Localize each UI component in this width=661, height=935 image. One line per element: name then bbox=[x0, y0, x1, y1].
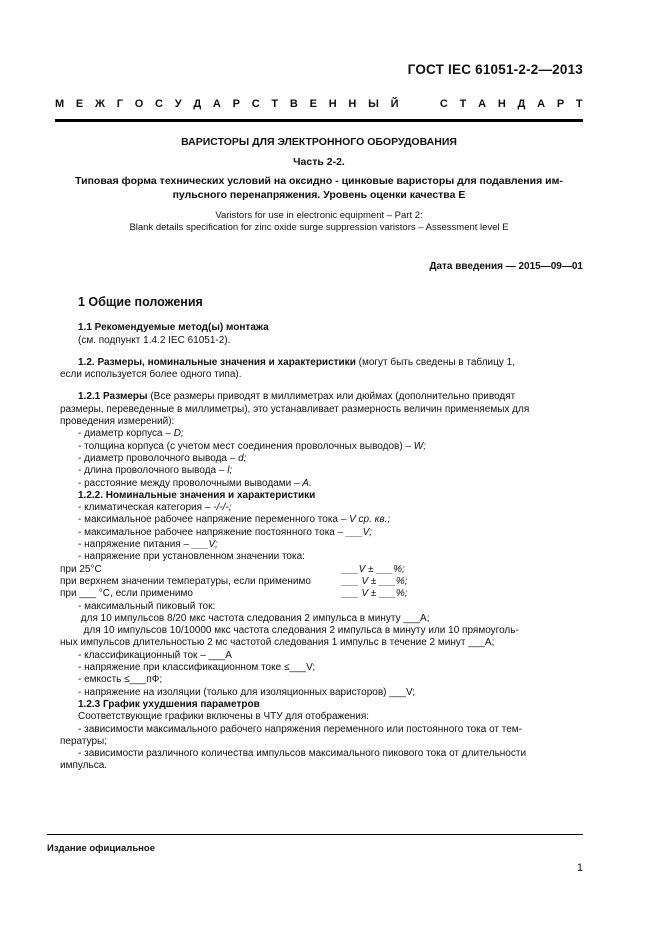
dimension-item-text: - длина проволочного вывода bbox=[78, 465, 219, 477]
standard-banner-letter: В bbox=[289, 98, 298, 110]
clause-1-2-1-heading: 1.2.1 Размеры bbox=[78, 391, 148, 403]
graph-item2b: импульса. bbox=[60, 760, 108, 772]
rating-item-text: - максимальное рабочее напряжение постоянного тока bbox=[78, 526, 338, 538]
title-english-line2: Blank details specification for zinc oxide surge suppression varistors – Assessment level E bbox=[129, 222, 509, 233]
title-sub-line2: пульсного перенапряжения. Уровень оценки качества Е bbox=[172, 189, 466, 201]
gost-code: ГОСТ IEC 61051-2-2—2013 bbox=[407, 62, 583, 77]
rating-item-symbol: – -/-/-; bbox=[204, 502, 232, 514]
clause-1-1-heading: 1.1 Рекомендуемые метод(ы) монтажа bbox=[78, 322, 269, 334]
peak-current-item1: для 10 импульсов 8/20 мкс частота следования 2 импульса в минуту ___А; bbox=[78, 612, 430, 624]
rating-item-symbol: – V ср. кв.; bbox=[340, 514, 391, 526]
footer-rule bbox=[47, 834, 583, 835]
standard-banner-letter: С bbox=[439, 98, 448, 110]
peak-current-heading: - максимальный пиковый ток: bbox=[78, 600, 216, 612]
standard-banner-letter: Д bbox=[193, 98, 202, 110]
rating-item: - классификационный ток – ___А bbox=[78, 649, 232, 661]
dimension-item-text: - толщина корпуса (с учетом мест соединения проволочных выводов) bbox=[78, 440, 406, 452]
clause-1-2-1-text1: (Все размеры приводят в миллиметрах или дюймах (дополнительно приводят bbox=[147, 391, 516, 403]
graph-item2a: - зависимости различного количества импульсов максимального пикового тока от длительности bbox=[78, 748, 527, 760]
standard-banner-letter: Е bbox=[75, 98, 84, 110]
standard-banner-letter: У bbox=[174, 98, 182, 110]
standard-banner-letter: Й bbox=[390, 98, 399, 110]
document-body bbox=[60, 295, 583, 773]
introduction-date bbox=[429, 261, 583, 272]
temperature-row bbox=[60, 588, 583, 600]
clause-1-2-1-text3: проведения измерений): bbox=[60, 416, 175, 428]
rating-item bbox=[78, 514, 583, 526]
standard-banner-letter: А bbox=[478, 98, 487, 110]
rating-item bbox=[78, 527, 583, 539]
dimension-item bbox=[78, 428, 583, 440]
clause-1-2-text1: (могут быть сведены в таблицу 1, bbox=[355, 356, 515, 368]
standard-banner-letters bbox=[55, 98, 583, 110]
page-number: 1 bbox=[576, 862, 583, 874]
standard-banner-letter: Р bbox=[232, 98, 240, 110]
standard-banner-letter: Ж bbox=[95, 98, 105, 110]
standard-banner-letter: Т bbox=[459, 98, 467, 110]
peak-current-item2a: для 10 импульсов 10/10000 мкс частота следования 2 импульса в минуту или 10 прямоуголь- bbox=[78, 625, 519, 637]
rating-item bbox=[78, 539, 583, 551]
dimension-item bbox=[78, 441, 583, 453]
temperature-row-condition: при верхнем значении температуры, если применимо bbox=[60, 575, 311, 587]
standard-banner-letter: Е bbox=[309, 98, 317, 110]
dimension-item-text: - диаметр проволочного вывода bbox=[78, 452, 230, 464]
dimension-item-text: - расстояние между проволочными выводами bbox=[78, 477, 294, 489]
standard-banner-letter bbox=[425, 98, 428, 110]
title-sub bbox=[55, 174, 583, 202]
dimension-item-symbol: – W; bbox=[405, 440, 427, 452]
standard-banner-letter: С bbox=[155, 98, 163, 110]
rating-item: - напряжение на изоляции (только для изоляционных варисторов) ___V; bbox=[78, 686, 416, 698]
dimension-item bbox=[78, 453, 583, 465]
ratings-list bbox=[78, 502, 583, 563]
clause-1-2-3-heading: 1.2.3 График ухудшения параметров bbox=[78, 698, 260, 710]
standard-banner bbox=[55, 98, 583, 110]
rating-item-text: - напряжение при установленном значении тока: bbox=[78, 551, 305, 563]
standard-banner-letter: Т bbox=[271, 98, 279, 110]
standard-banner-letter: Д bbox=[517, 98, 526, 110]
temperature-rows bbox=[60, 564, 583, 601]
clause-1-2-1 bbox=[78, 391, 583, 403]
standard-banner-letter: С bbox=[251, 98, 260, 110]
rating-item bbox=[78, 551, 583, 563]
clause-1-2 bbox=[78, 357, 583, 369]
standard-banner-letter: Р bbox=[556, 98, 565, 110]
title-part: Часть 2-2. bbox=[293, 156, 345, 168]
dimension-item-symbol: – D; bbox=[165, 428, 184, 440]
clause-1-1-text: (см. подпункт 1.4.2 IEC 61051-2). bbox=[78, 334, 231, 346]
temperature-row-value: ___ V ± ___%; bbox=[342, 588, 408, 600]
standard-banner-letter: Г bbox=[116, 98, 123, 110]
title-sub-line1: Типовая форма технических условий на оксидно - цинковые варисторы для подавления им- bbox=[75, 175, 563, 187]
rating-item-text: - максимальное рабочее напряжение переменного тока bbox=[78, 514, 341, 526]
title-main: ВАРИСТОРЫ ДЛЯ ЭЛЕКТРОННОГО ОБОРУДОВАНИЯ bbox=[181, 136, 457, 148]
temperature-row-value: ___ V ± ___%; bbox=[342, 575, 408, 587]
dimension-item bbox=[78, 465, 583, 477]
temperature-row-value: ___V ± ___%; bbox=[342, 563, 405, 575]
standard-banner-letter: Т bbox=[575, 98, 583, 110]
section-title: 1 Общие положения bbox=[78, 295, 203, 309]
temperature-row-condition: при ___ °С, если применимо bbox=[60, 588, 193, 600]
introduction-date-label: Дата введения bbox=[429, 261, 503, 272]
rating-item: - напряжение при классификационном токе ≤___V; bbox=[78, 662, 316, 674]
peak-current-item2b: ных импульсов длительностью 2 мс частотой следования 1 импульс в течение 2 минут ___А; bbox=[60, 637, 495, 649]
header-rule bbox=[55, 119, 583, 122]
clause-1-2-2-heading: 1.2.2. Номинальные значения и характеристики bbox=[78, 489, 316, 501]
more-ratings-list bbox=[78, 650, 583, 699]
clause-1-2-text2: если используется более одного типа). bbox=[60, 369, 242, 381]
temperature-row bbox=[60, 564, 583, 576]
clause-1-2-heading: 1.2. Размеры, номинальные значения и характеристики bbox=[78, 356, 356, 368]
rating-item bbox=[78, 502, 583, 514]
standard-banner-letter bbox=[410, 98, 413, 110]
standard-banner-letter: Н bbox=[328, 98, 337, 110]
rating-item-text: - климатическая категория bbox=[78, 502, 205, 514]
rating-item-symbol: – ___V; bbox=[183, 539, 218, 551]
temperature-row-condition: при 25°С bbox=[60, 563, 102, 575]
introduction-date-value: — 2015—09—01 bbox=[502, 261, 583, 272]
clause-1-2-3-text: Соответствующие графики включены в ЧТУ для отображения: bbox=[78, 711, 370, 723]
title-english-line1: Varistors for use in electronic equipment – Part 2: bbox=[215, 210, 423, 221]
dimension-item bbox=[78, 478, 583, 490]
clause-1-2-1-text2: размеры, переведенные в миллиметры), это устанавливает размерность величин применяемых для bbox=[60, 403, 530, 415]
dimension-item-symbol: – A. bbox=[293, 477, 312, 489]
graph-item1a: - зависимости максимального рабочего напряжения переменного или постоянного тока от тем- bbox=[78, 723, 522, 735]
temperature-row bbox=[60, 576, 583, 588]
dimension-item-text: - диаметр корпуса bbox=[78, 428, 166, 440]
dimension-item-symbol: – l; bbox=[218, 465, 233, 477]
rating-item-symbol: – ___V; bbox=[337, 526, 372, 538]
dimensions-list bbox=[78, 428, 583, 489]
standard-banner-letter: А bbox=[212, 98, 221, 110]
standard-banner-letter: Ы bbox=[368, 98, 379, 110]
standard-banner-letter: О bbox=[134, 98, 144, 110]
rating-item: - емкость ≤___пФ; bbox=[78, 674, 163, 686]
rating-item-text: - напряжение питания bbox=[78, 539, 184, 551]
graph-item1b: пературы; bbox=[60, 735, 107, 747]
standard-banner-letter: Н bbox=[348, 98, 357, 110]
standard-banner-letter: М bbox=[55, 98, 65, 110]
edition-label: Издание официальное bbox=[47, 843, 155, 854]
standard-banner-letter: А bbox=[537, 98, 546, 110]
title-english bbox=[55, 210, 583, 234]
dimension-item-symbol: – d; bbox=[229, 452, 247, 464]
standard-banner-letter: Н bbox=[497, 98, 506, 110]
